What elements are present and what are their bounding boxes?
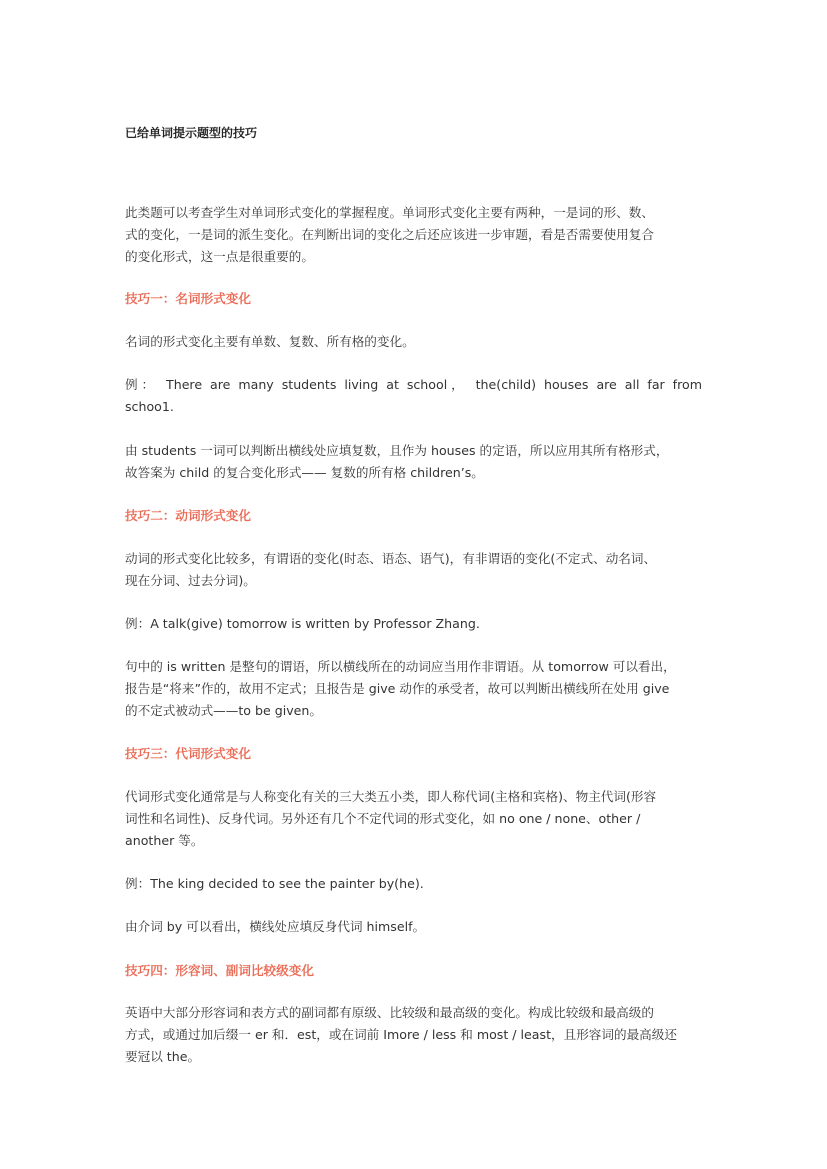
section-1-heading: 技巧一：名词形式变化 <box>125 291 251 306</box>
document-title: 已给单词提示题型的技巧 <box>125 126 258 140</box>
section-1-explanation: 由 students 一词可以判断出横线处应填复数，且作为 houses 的定语，所以应用其所有格形式， 故答案为 child 的复合变化形式—— 复数的所有格 children’s。 <box>125 443 669 480</box>
section-3-description: 代词形式变化通常是与人称变化有关的三大类五小类，即人称代词(主格和宾格)、物主代词(形容 词性和名词性)、反身代词。另外还有几个不定代词的形式变化，如 no one / none、other / another 等。 <box>125 789 657 848</box>
section-2-description: 动词的形式变化比较多，有谓语的变化(时态、语态、语气)，有非谓语的变化(不定式、动名词、 现在分词、过去分词)。 <box>125 551 657 588</box>
intro-paragraph <box>125 202 702 268</box>
section-3-heading: 技巧三：代词形式变化 <box>125 746 251 761</box>
intro-line: 式的变化，一是词的派生变化。在判断出词的变化之后还应该进一步审题，看是否需要使用复合 <box>125 227 654 242</box>
section-3-example: 例：The king decided to see the painter by(he). <box>125 876 424 891</box>
intro-line: 此类题可以考查学生对单词形式变化的掌握程度。单词形式变化主要有两种，一是词的形、数、 <box>125 205 654 220</box>
section-2-heading: 技巧二：动词形式变化 <box>125 508 251 523</box>
section-1-example: 例： There are many students living at school， the(child) houses are all far from schoo1. <box>125 377 702 414</box>
section-1-description: 名词的形式变化主要有单数、复数、所有格的变化。 <box>125 334 415 349</box>
section-3-explanation: 由介词 by 可以看出，横线处应填反身代词 himself。 <box>125 919 426 934</box>
section-4-description: 英语中大部分形容词和表方式的副词都有原级、比较级和最高级的变化。构成比较级和最高级的 方式，或通过加后缀一 er 和．est，或在词前 Imore / less 和 most / least，且形容词的最高级还 要冠以 the。 <box>125 1005 677 1064</box>
section-2-explanation: 句中的 is written 是整句的谓语，所以横线所在的动词应当用作非谓语。从 tomorrow 可以看出， 报告是“将来”作的，故用不定式；且报告是 give 动作的承受者，故可以判断出横线所在处用 give 的不定式被动式——to be given。 <box>125 659 676 718</box>
intro-line: 的变化形式，这一点是很重要的。 <box>125 249 314 264</box>
section-2-example: 例：A talk(give) tomorrow is written by Professor Zhang. <box>125 616 480 631</box>
section-4-heading: 技巧四：形容词、副词比较级变化 <box>125 963 314 978</box>
